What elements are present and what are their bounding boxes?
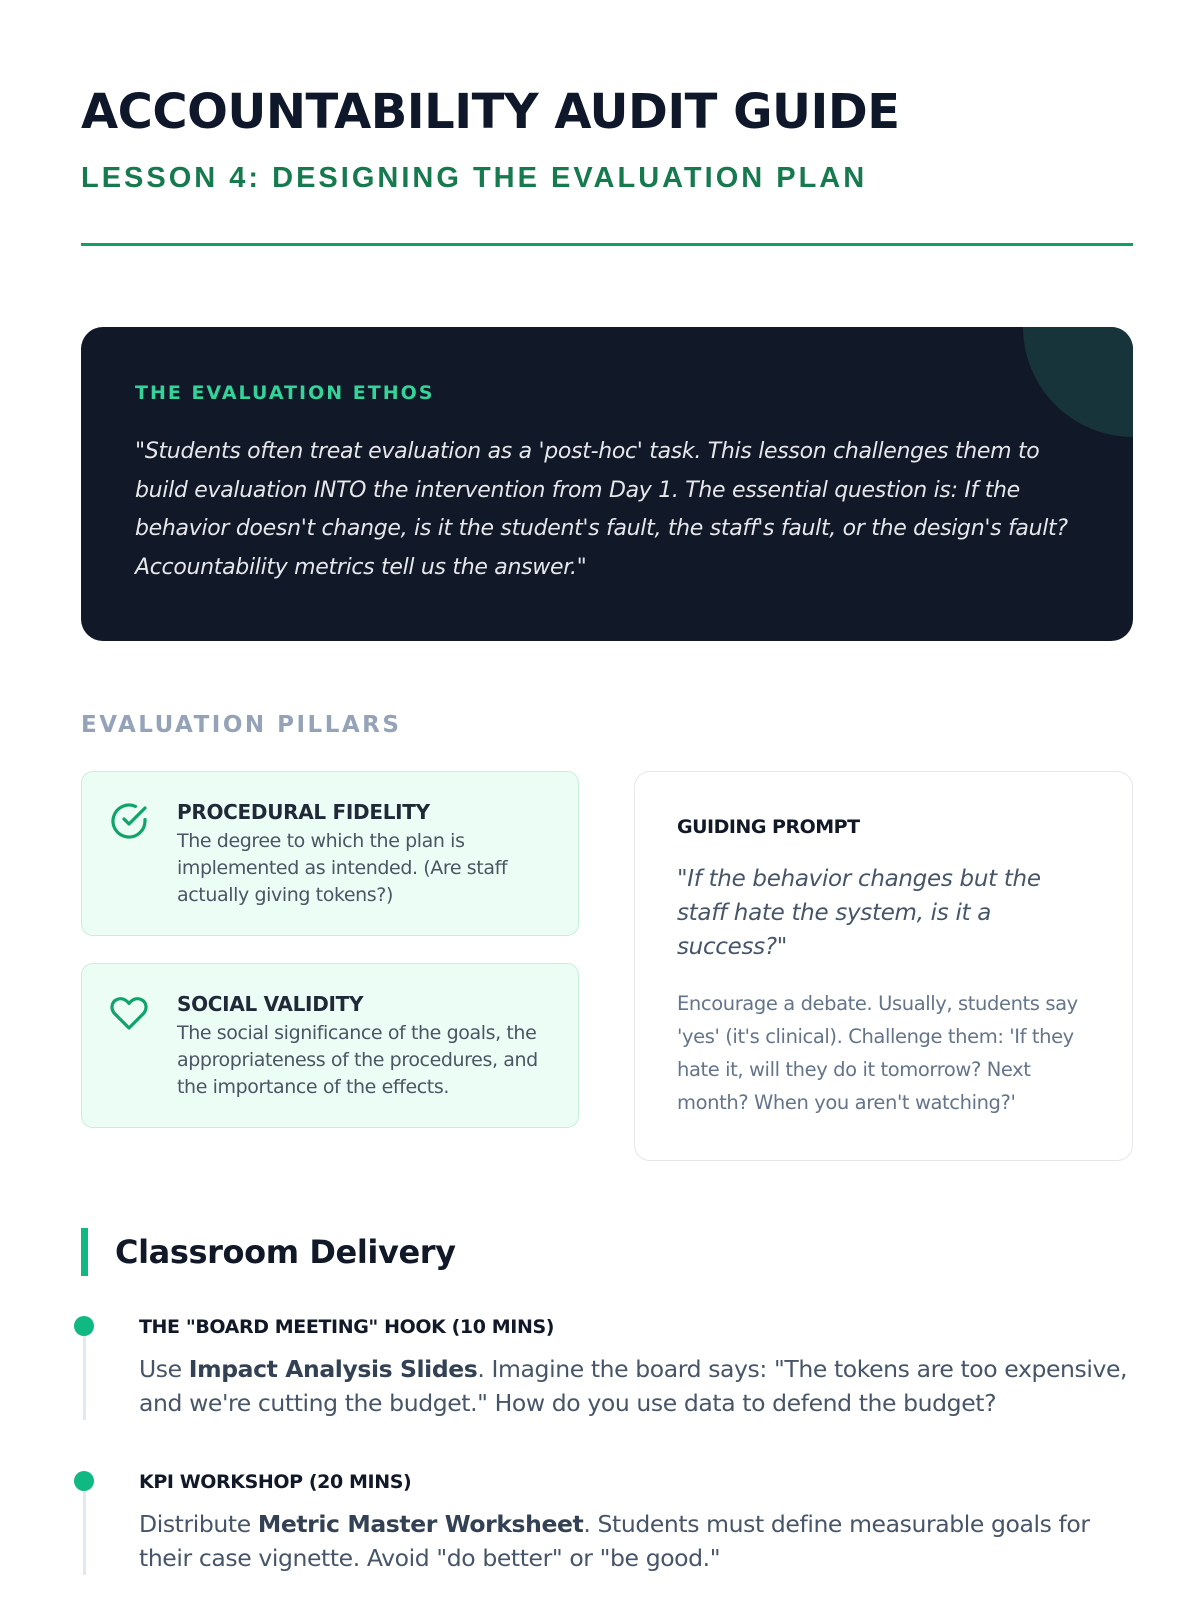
ethos-label: THE EVALUATION ETHOS	[135, 382, 435, 404]
pillars-section-label: EVALUATION PILLARS	[81, 712, 402, 738]
delivery-step	[81, 1471, 1133, 1575]
timeline-line	[83, 1332, 86, 1420]
guiding-prompt-label: GUIDING PROMPT	[677, 816, 860, 838]
heart-icon	[108, 992, 150, 1034]
delivery-title: Classroom Delivery	[115, 1233, 456, 1271]
header-divider	[81, 243, 1133, 246]
pillar-description: The social significance of the goals, the appropriateness of the procedures, and the importance of the effects.	[177, 1022, 538, 1098]
delivery-accent-bar	[81, 1228, 88, 1276]
resource-name: Metric Master Worksheet	[257, 1510, 584, 1538]
pillar-card-social-validity	[81, 963, 579, 1128]
guiding-prompt-quote: "If the behavior changes but the staff hate the system, is it a success?"	[677, 866, 1041, 960]
lesson-subtitle: LESSON 4: DESIGNING THE EVALUATION PLAN	[81, 162, 868, 194]
step-heading: KPI WORKSHOP (20 MINS)	[139, 1471, 412, 1493]
pillar-title: SOCIAL VALIDITY	[177, 992, 364, 1016]
step-body	[139, 1352, 1139, 1420]
delivery-step	[81, 1316, 1133, 1420]
step-body-text: . Imagine the board says: "The tokens are too expensive, and we're cutting the budget." How do you use data to defend the budget?	[139, 1355, 1128, 1417]
guiding-prompt-card	[634, 771, 1133, 1161]
step-body	[139, 1507, 1139, 1575]
step-heading: THE "BOARD MEETING" HOOK (10 MINS)	[139, 1316, 555, 1338]
timeline-dot	[74, 1471, 94, 1491]
pillar-title: PROCEDURAL FIDELITY	[177, 800, 430, 824]
guiding-prompt-note: Encourage a debate. Usually, students say 'yes' (it's clinical). Challenge them: 'If they hate it, will they do it tomorrow? Next month? When you aren't watching?'	[677, 992, 1078, 1114]
pillar-card-procedural-fidelity	[81, 771, 579, 936]
step-body-text: Use	[139, 1355, 189, 1383]
check-circle-icon	[108, 800, 150, 842]
step-body-text: . Students must define measurable goals for their case vignette. Avoid "do better" or "be good."	[139, 1510, 1090, 1572]
pillar-description: The degree to which the plan is implemented as intended. (Are staff actually giving tokens?)	[177, 830, 508, 906]
step-body-text: Distribute	[139, 1510, 258, 1538]
ethos-quote: "Students often treat evaluation as a 'post-hoc' task. This lesson challenges them to build evaluation INTO the intervention from Day 1. The essential question is: If the behavior doesn't change, is it the student's fault, the staff's fault, or the design's fault? Accountability metrics tell us the answer."	[135, 439, 1068, 580]
ethos-decoration	[1023, 327, 1133, 437]
page-title: ACCOUNTABILITY AUDIT GUIDE	[81, 84, 900, 140]
timeline-line	[83, 1487, 86, 1575]
ethos-card	[81, 327, 1133, 641]
timeline-dot	[74, 1316, 94, 1336]
resource-name: Impact Analysis Slides	[188, 1355, 478, 1383]
